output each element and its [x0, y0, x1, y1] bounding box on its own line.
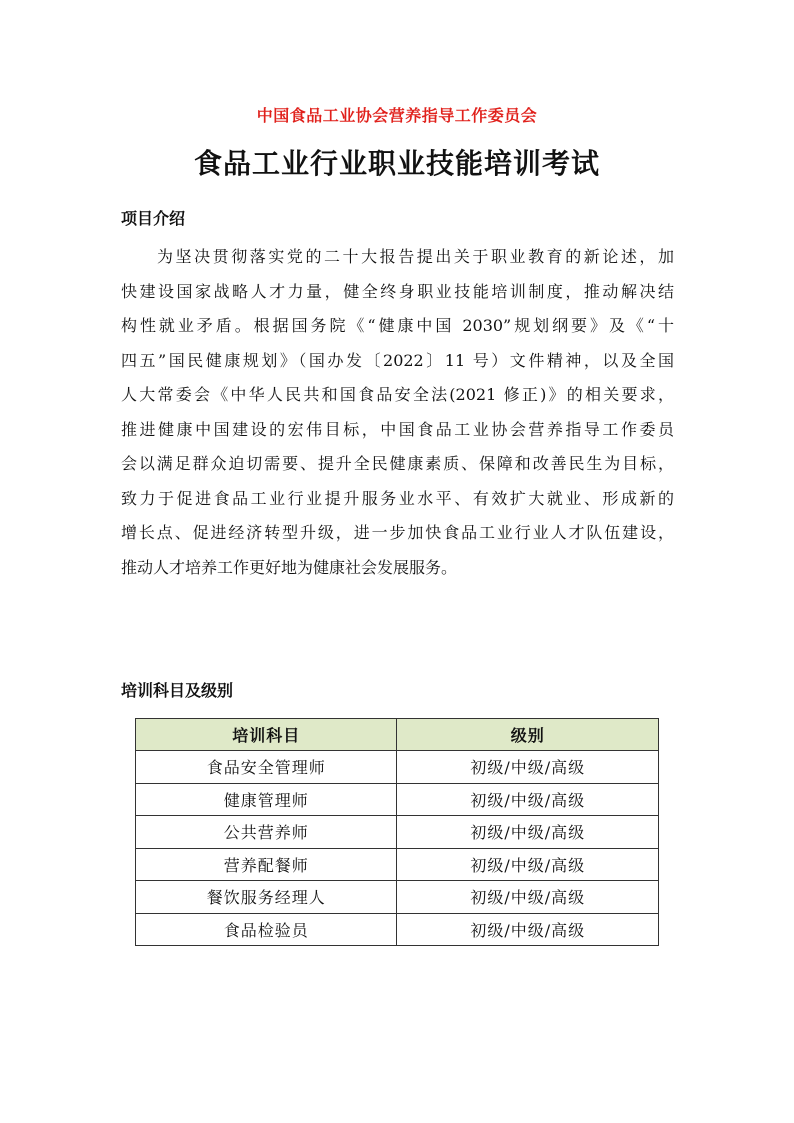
column-header-subject: 培训科目 [136, 719, 397, 751]
intro-paragraph [121, 240, 674, 585]
level-cell: 初级/中级/高级 [397, 783, 659, 816]
section-heading-intro: 项目介绍 [121, 209, 186, 228]
level-cell: 初级/中级/高级 [397, 848, 659, 881]
subject-cell: 餐饮服务经理人 [136, 881, 397, 914]
paragraph-line: 致力于促进食品工业行业提升服务业水平、有效扩大就业、形成新的 [121, 488, 674, 508]
paragraph-line: 会以满足群众迫切需要、提升全民健康素质、保障和改善民生为目标， [121, 454, 674, 473]
table-row [136, 816, 659, 849]
level-cell: 初级/中级/高级 [397, 816, 659, 849]
paragraph-line: 人大常委会《中华人民共和国食品安全法(2021 修正)》的相关要求， [121, 385, 674, 404]
paragraph-line: 四五”国民健康规划》（国办发〔2022〕11 号）文件精神，以及全国 [121, 350, 674, 370]
table-row [136, 783, 659, 816]
level-cell: 初级/中级/高级 [397, 751, 659, 784]
table-row [136, 848, 659, 881]
page-title: 食品工业行业职业技能培训考试 [193, 147, 600, 180]
paragraph-line: 增长点、促进经济转型升级，进一步加快食品工业行业人才队伍建设， [121, 523, 674, 542]
table-header-row [136, 719, 659, 751]
subject-cell: 公共营养师 [136, 816, 397, 849]
subject-cell: 健康管理师 [136, 783, 397, 816]
subject-cell: 营养配餐师 [136, 848, 397, 881]
section-heading-subjects: 培训科目及级别 [121, 681, 234, 700]
organization-name: 中国食品工业协会营养指导工作委员会 [256, 106, 538, 125]
table-row [136, 751, 659, 784]
paragraph-line: 推动人才培养工作更好地为健康社会发展服务。 [121, 557, 458, 577]
level-cell: 初级/中级/高级 [397, 881, 659, 914]
table-row [136, 913, 659, 946]
level-cell: 初级/中级/高级 [397, 913, 659, 946]
column-header-level: 级别 [397, 719, 659, 751]
subject-cell: 食品安全管理师 [136, 751, 397, 784]
paragraph-line: 为坚决贯彻落实党的二十大报告提出关于职业教育的新论述，加 [157, 247, 674, 266]
subjects-table [135, 718, 659, 946]
subject-cell: 食品检验员 [136, 913, 397, 946]
table-row [136, 881, 659, 914]
paragraph-line: 构性就业矛盾。根据国务院《“健康中国 2030”规划纲要》及《“十 [121, 316, 674, 335]
paragraph-line: 推进健康中国建设的宏伟目标，中国食品工业协会营养指导工作委员 [121, 419, 674, 439]
paragraph-line: 快建设国家战略人才力量，健全终身职业技能培训制度，推动解决结 [121, 281, 674, 301]
